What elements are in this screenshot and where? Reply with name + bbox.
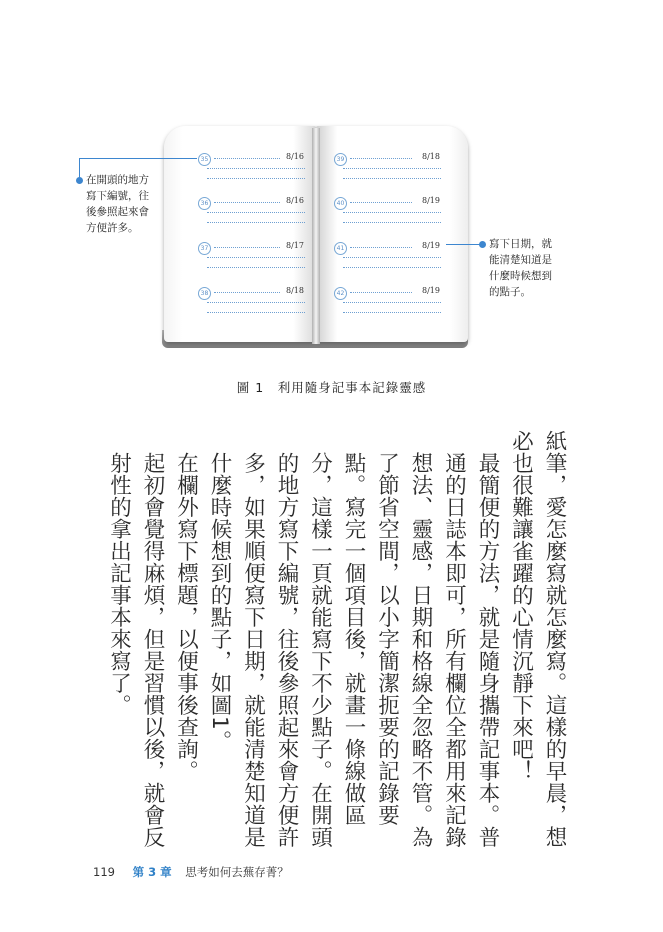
dotted-line	[214, 292, 280, 293]
dotted-line	[207, 257, 305, 258]
entry-number: 37	[198, 242, 211, 255]
dotted-line	[214, 158, 280, 159]
paragraph: 紙筆，愛怎麼寫就怎麼寫。這樣的早晨，想必也很難讓雀躍的心情沉靜下來吧！	[508, 430, 567, 848]
dotted-line	[343, 312, 441, 313]
chapter-title: 思考如何去蕪存菁？	[185, 865, 289, 879]
entry-number: 38	[198, 287, 211, 300]
dotted-line	[207, 312, 305, 313]
entry-number: 36	[198, 197, 211, 210]
callout-left-line: 寫下編號，往	[86, 190, 149, 202]
dotted-line	[207, 222, 305, 223]
callout-left-line: 在開頭的地方	[86, 174, 149, 186]
dotted-line	[343, 222, 441, 223]
callout-left	[86, 172, 172, 236]
notebook-spine	[312, 128, 320, 344]
dotted-line	[207, 302, 305, 303]
dotted-line	[207, 178, 305, 179]
page-number: 119	[93, 865, 115, 879]
dotted-line	[343, 302, 441, 303]
dotted-line	[343, 212, 441, 213]
entry-number: 41	[334, 242, 347, 255]
entry-date: 8/19	[422, 241, 440, 250]
callout-bullet-icon	[76, 177, 83, 184]
dotted-line	[343, 257, 441, 258]
dotted-line	[343, 267, 441, 268]
callout-bullet-icon	[479, 241, 486, 248]
paragraph: 最簡便的方法，就是隨身攜帶記事本。普通的日誌本即可，所有欄位全都用來記錄想法、靈感，日期和格線全忽略不管。為了節省空間，以小字簡潔扼要的記錄要點。寫完一個項目後，就畫一條線做區分，這樣一頁就能寫下不少點子。在開頭的地方寫下編號，往後參照起來會方便許多，如果順便寫下日期，就能清楚知道是什麼時候想到的點子，如圖1。	[207, 451, 500, 848]
entry-date: 8/16	[286, 152, 304, 161]
dotted-line	[350, 158, 412, 159]
dotted-line	[350, 292, 412, 293]
callout-right-line: 什麼時候想到	[489, 270, 552, 282]
dotted-line	[207, 212, 305, 213]
paragraph: 起初會覺得麻煩，但是習慣以後，就會反射性的拿出記事本來寫了。	[106, 451, 165, 848]
entry-date: 8/19	[422, 196, 440, 205]
entry-date: 8/16	[286, 196, 304, 205]
callout-right-line: 寫下日期，就	[489, 238, 552, 250]
callout-right-line: 能清楚知道是	[489, 254, 552, 266]
callout-connector	[79, 158, 197, 159]
entry-date: 8/19	[422, 286, 440, 295]
dotted-line	[207, 267, 305, 268]
entry-date: 8/17	[286, 241, 304, 250]
dotted-line	[350, 202, 412, 203]
dotted-line	[214, 202, 280, 203]
chapter-label: 第 3 章	[132, 865, 172, 879]
dotted-line	[214, 247, 280, 248]
entry-date: 8/18	[286, 286, 304, 295]
callout-left-line: 方便許多。	[86, 222, 139, 234]
callout-left-line: 後參照起來會	[86, 206, 149, 218]
entry-number: 39	[334, 153, 347, 166]
body-text	[102, 430, 571, 850]
page-footer	[93, 864, 289, 880]
dotted-line	[350, 247, 412, 248]
dotted-line	[343, 168, 441, 169]
dotted-line	[343, 178, 441, 179]
entry-date: 8/18	[422, 152, 440, 161]
callout-connector	[446, 244, 480, 245]
callout-right	[489, 236, 575, 300]
entry-number: 42	[334, 287, 347, 300]
entry-number: 40	[334, 197, 347, 210]
paragraph: 在欄外寫下標題，以便事後查詢。	[173, 451, 199, 782]
entry-number: 35	[198, 153, 211, 166]
dotted-line	[207, 168, 305, 169]
notebook-illustration	[162, 126, 468, 348]
figure-caption: 圖 1 利用隨身記事本記錄靈感	[236, 380, 427, 395]
callout-right-line: 的點子。	[489, 286, 531, 298]
